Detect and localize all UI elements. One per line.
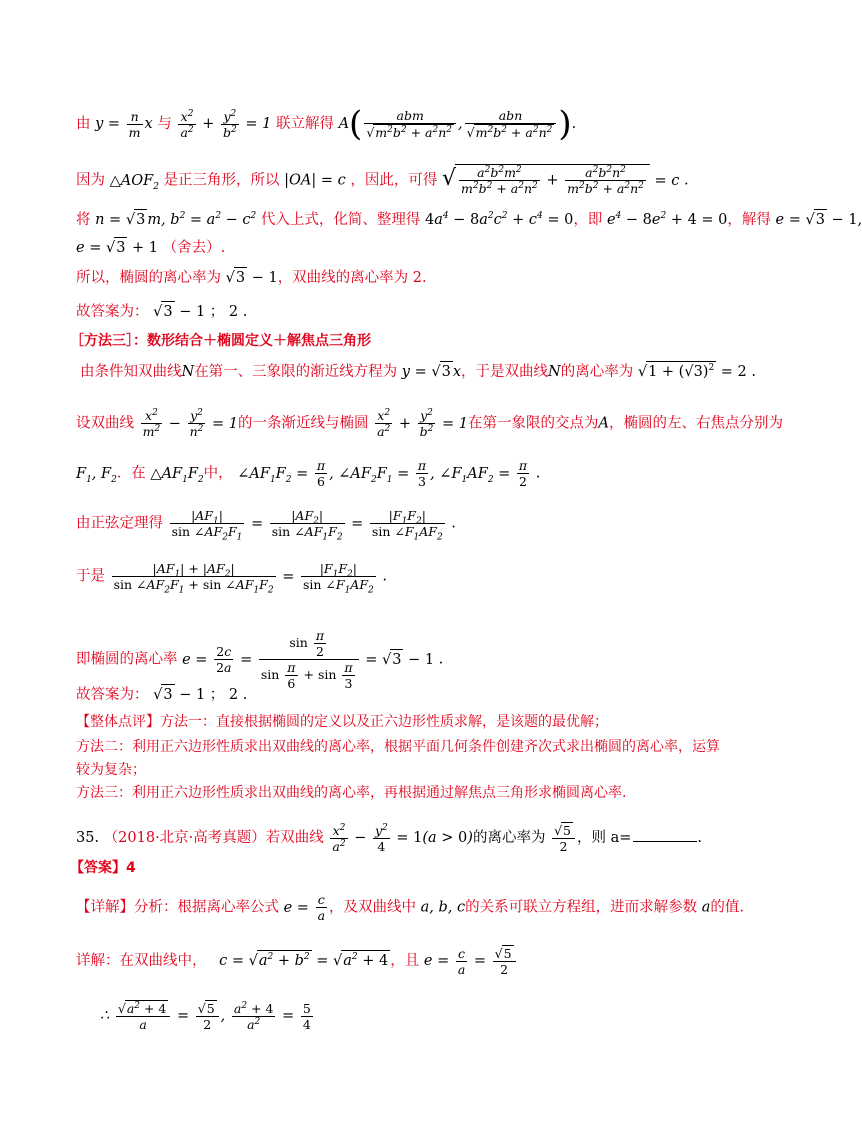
solution-line-13: 即椭圆的离心率 e = $\frac{2c}{2a}$ = sin $\frac{\pi}{2}$ sin $\frac{\pi}{6}$ + sin $\frac{\pi}{3}$ = √3 − 1 . <box>76 628 444 691</box>
solution-line-10: $F_1$, $F_2$．在 $\triangle AF_1F_2$中， $\angle AF_1F_2$ = $\frac{\pi}{6}$ , $\angle AF_2F_1$ = $\frac{\pi}{3}$ , $\angle F_1AF_2$ = $\frac{\pi}{2}$ . <box>76 458 541 489</box>
detail-line: 【详解】分析：根据离心率公式 e = $\frac{c}{a}$ ，及双曲线中 a, b, c的关系可联立方程组，进而求解参数 a的值. <box>76 892 744 923</box>
solution-line-1: 由 y = $\frac{n}{m}$ x 与 $\frac{x^2}{a^2}$ + $\frac{y^2}{b^2}$ = 1 联立解得 A( $\frac{\text{abm}}{√m^2b^2 + a^2n^2}$ , $\frac{\text{abn}}{√m^2b^2 + a^2n^2}$ ). <box>76 104 577 144</box>
detail-solution-line: 详解：在双曲线中， $c = √a^2 + b^2 = √a^2 + 4$ ，且 e = $\frac{c}{a}$ = $\frac{√5}{2}$ <box>76 945 518 977</box>
answer-line-1: 故答案为： √3 − 1 ； 2 . <box>76 301 247 322</box>
review-line-1: 【整体点评】方法一：直接根据椭圆的定义以及正六边形性质求解，是该题的最优解； <box>76 714 608 730</box>
method-3-heading: ［方法三］：数形结合＋椭圆定义＋解焦点三角形 <box>70 333 371 349</box>
solution-line-2: 因为 $\triangle AOF_2$ 是正三角形，所以 |OA| = c ，因此，可得 √ $\frac{a^2b^2m^2}{m^2b^2 + a^2n^2}$ + $\frac{a^2b^2n^2}{m^2b^2 + a^2n^2}$ = c . <box>76 164 689 196</box>
solution-line-5: 所以，椭圆的离心率为 √3 − 1，双曲线的离心率为 2. <box>76 267 427 288</box>
question-35: 35. （2018·北京·高考真题）若双曲线 $\frac{x^2}{a^2}$ − $\frac{y^2}{4}$ = 1(a > 0)的离心率为 $\frac{√5}{2}$ ，则 a= . <box>76 822 702 854</box>
solution-line-4: e = √3 + 1 （舍去）. <box>76 237 225 258</box>
solution-line-12: 于是 $\frac{|AF_1| + |AF_2|}{\sin \angle AF_2F_1 + \sin \angle AF_1F_2}$ = $\frac{|F_1F_2|}{\sin \angle F_1AF_2}$ . <box>76 561 387 596</box>
solution-line-3: 将 n = √3 m, $b^2 = a^2 - c^2$ 代入上式，化简、整理得 $4a^4 - 8a^2c^2 + c^4 = 0$，即 $e^4 - 8e^2 + 4 = 0$，解得 e = √3 − 1, <box>76 209 862 230</box>
detail-therefore-line: ∴ $\frac{√a^2 + 4}{a}$ = $\frac{√5}{2}$ , $\frac{a^2 + 4}{a^2}$ = $\frac{5}{4}$ <box>100 1000 311 1032</box>
solution-line-9: 设双曲线 $\frac{x^2}{m^2}$ − $\frac{y^2}{n^2}$ = 1的一条渐近线与椭圆 $\frac{x^2}{a^2}$ + $\frac{y^2}{b^2}$ = 1在第一象限的交点为A，椭圆的左、右焦点分别为 <box>76 407 783 439</box>
solution-line-11: 由正弦定理得 $\frac{|AF_1|}{\sin \angle AF_2F_1}$ = $\frac{|AF_2|}{\sin \angle AF_1F_2}$ = $\frac{|F_1F_2|}{\sin \angle F_1AF_2}$ . <box>76 508 456 543</box>
answer-blank <box>633 841 697 842</box>
answer-label: 【答案】4 <box>70 860 136 876</box>
review-line-4: 方法三：利用正六边形性质求出双曲线的离心率，再根据通过解焦点三角形求椭圆离心率. <box>76 785 627 801</box>
review-line-3: 较为复杂； <box>76 762 146 778</box>
review-line-2: 方法二：利用正六边形性质求出双曲线的离心率，根据平面几何条件创建齐次式求出椭圆的离心率，运算 <box>76 739 720 755</box>
answer-line-2: 故答案为： √3 − 1 ； 2 . <box>76 684 247 705</box>
solution-line-8: 由条件知双曲线N在第一、三象限的渐近线方程为 y = √3 x，于是双曲线N的离心率为 $√1 + (√3)^2 = 2$ . <box>80 361 756 382</box>
